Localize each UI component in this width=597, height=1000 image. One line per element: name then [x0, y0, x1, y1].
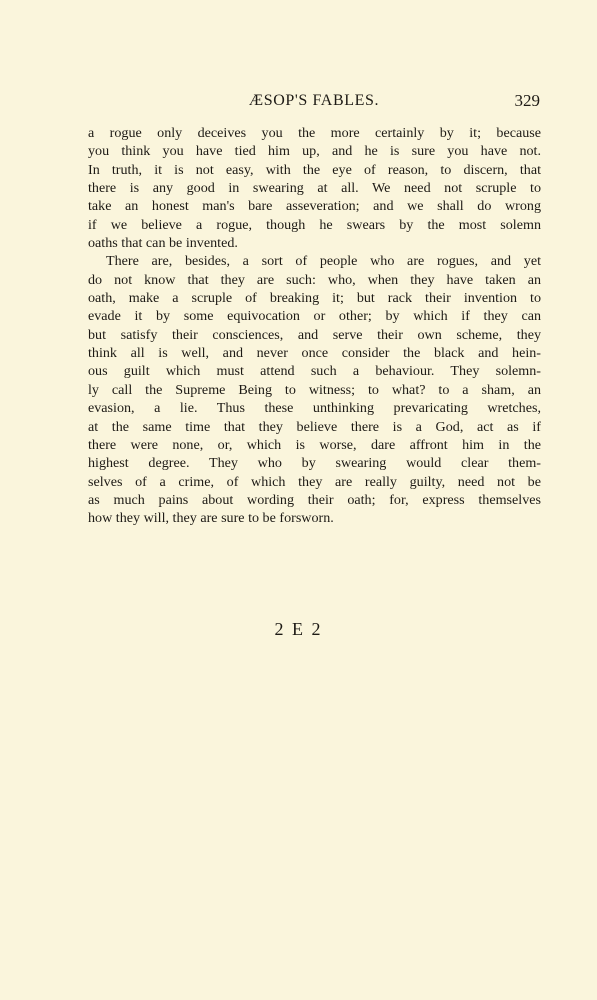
- text-line: if we believe a rogue, though he swears by the most solemn: [88, 216, 541, 233]
- text-line: think all is well, and never once consider the black and hein-: [88, 345, 541, 362]
- text-line: selves of a crime, of which they are really guilty, need not be: [88, 473, 541, 490]
- text-line: oath, make a scruple of breaking it; but rack their invention to: [88, 290, 541, 307]
- paragraph-1: [88, 124, 541, 252]
- paragraph-2: [88, 252, 541, 527]
- text-line: at the same time that they believe there is a God, act as if: [88, 418, 541, 435]
- text-line: ous guilt which must attend such a behaviour. They solemn-: [88, 363, 541, 380]
- text-line: there were none, or, which is worse, dare affront him in the: [88, 436, 541, 453]
- text-line: ly call the Supreme Being to witness; to what? to a sham, an: [88, 381, 541, 398]
- text-line: but satisfy their consciences, and serve their own scheme, they: [88, 326, 541, 343]
- running-title: ÆSOP'S FABLES.: [248, 92, 380, 109]
- text-line: do not know that they are such: who, when they have taken an: [88, 271, 541, 288]
- text-line: there is any good in swearing at all. We need not scruple to: [88, 180, 541, 197]
- body-text: [88, 124, 541, 528]
- text-line: you think you have tied him up, and he is sure you have not.: [88, 143, 541, 160]
- text-line: a rogue only deceives you the more certainly by it; because: [88, 125, 541, 141]
- text-line: evade it by some equivocation or other; by which if they can: [88, 308, 541, 325]
- page-number: 329: [514, 91, 540, 110]
- text-line: take an honest man's bare asseveration; and we shall do wrong: [88, 198, 541, 215]
- text-line: In truth, it is not easy, with the eye of reason, to discern, that: [88, 161, 541, 178]
- text-line: oaths that can be invented.: [88, 235, 238, 252]
- text-line: There are, besides, a sort of people who are rogues, and yet: [106, 253, 541, 270]
- printer-signature: 2 E 2: [274, 619, 323, 639]
- text-line: how they will, they are sure to be forsworn.: [88, 510, 334, 527]
- running-head: [88, 90, 540, 112]
- text-line: highest degree. They who by swearing would clear them-: [88, 455, 541, 472]
- text-line: as much pains about wording their oath; for, express themselves: [88, 491, 541, 508]
- text-line: evasion, a lie. Thus these unthinking prevaricating wretches,: [88, 400, 541, 417]
